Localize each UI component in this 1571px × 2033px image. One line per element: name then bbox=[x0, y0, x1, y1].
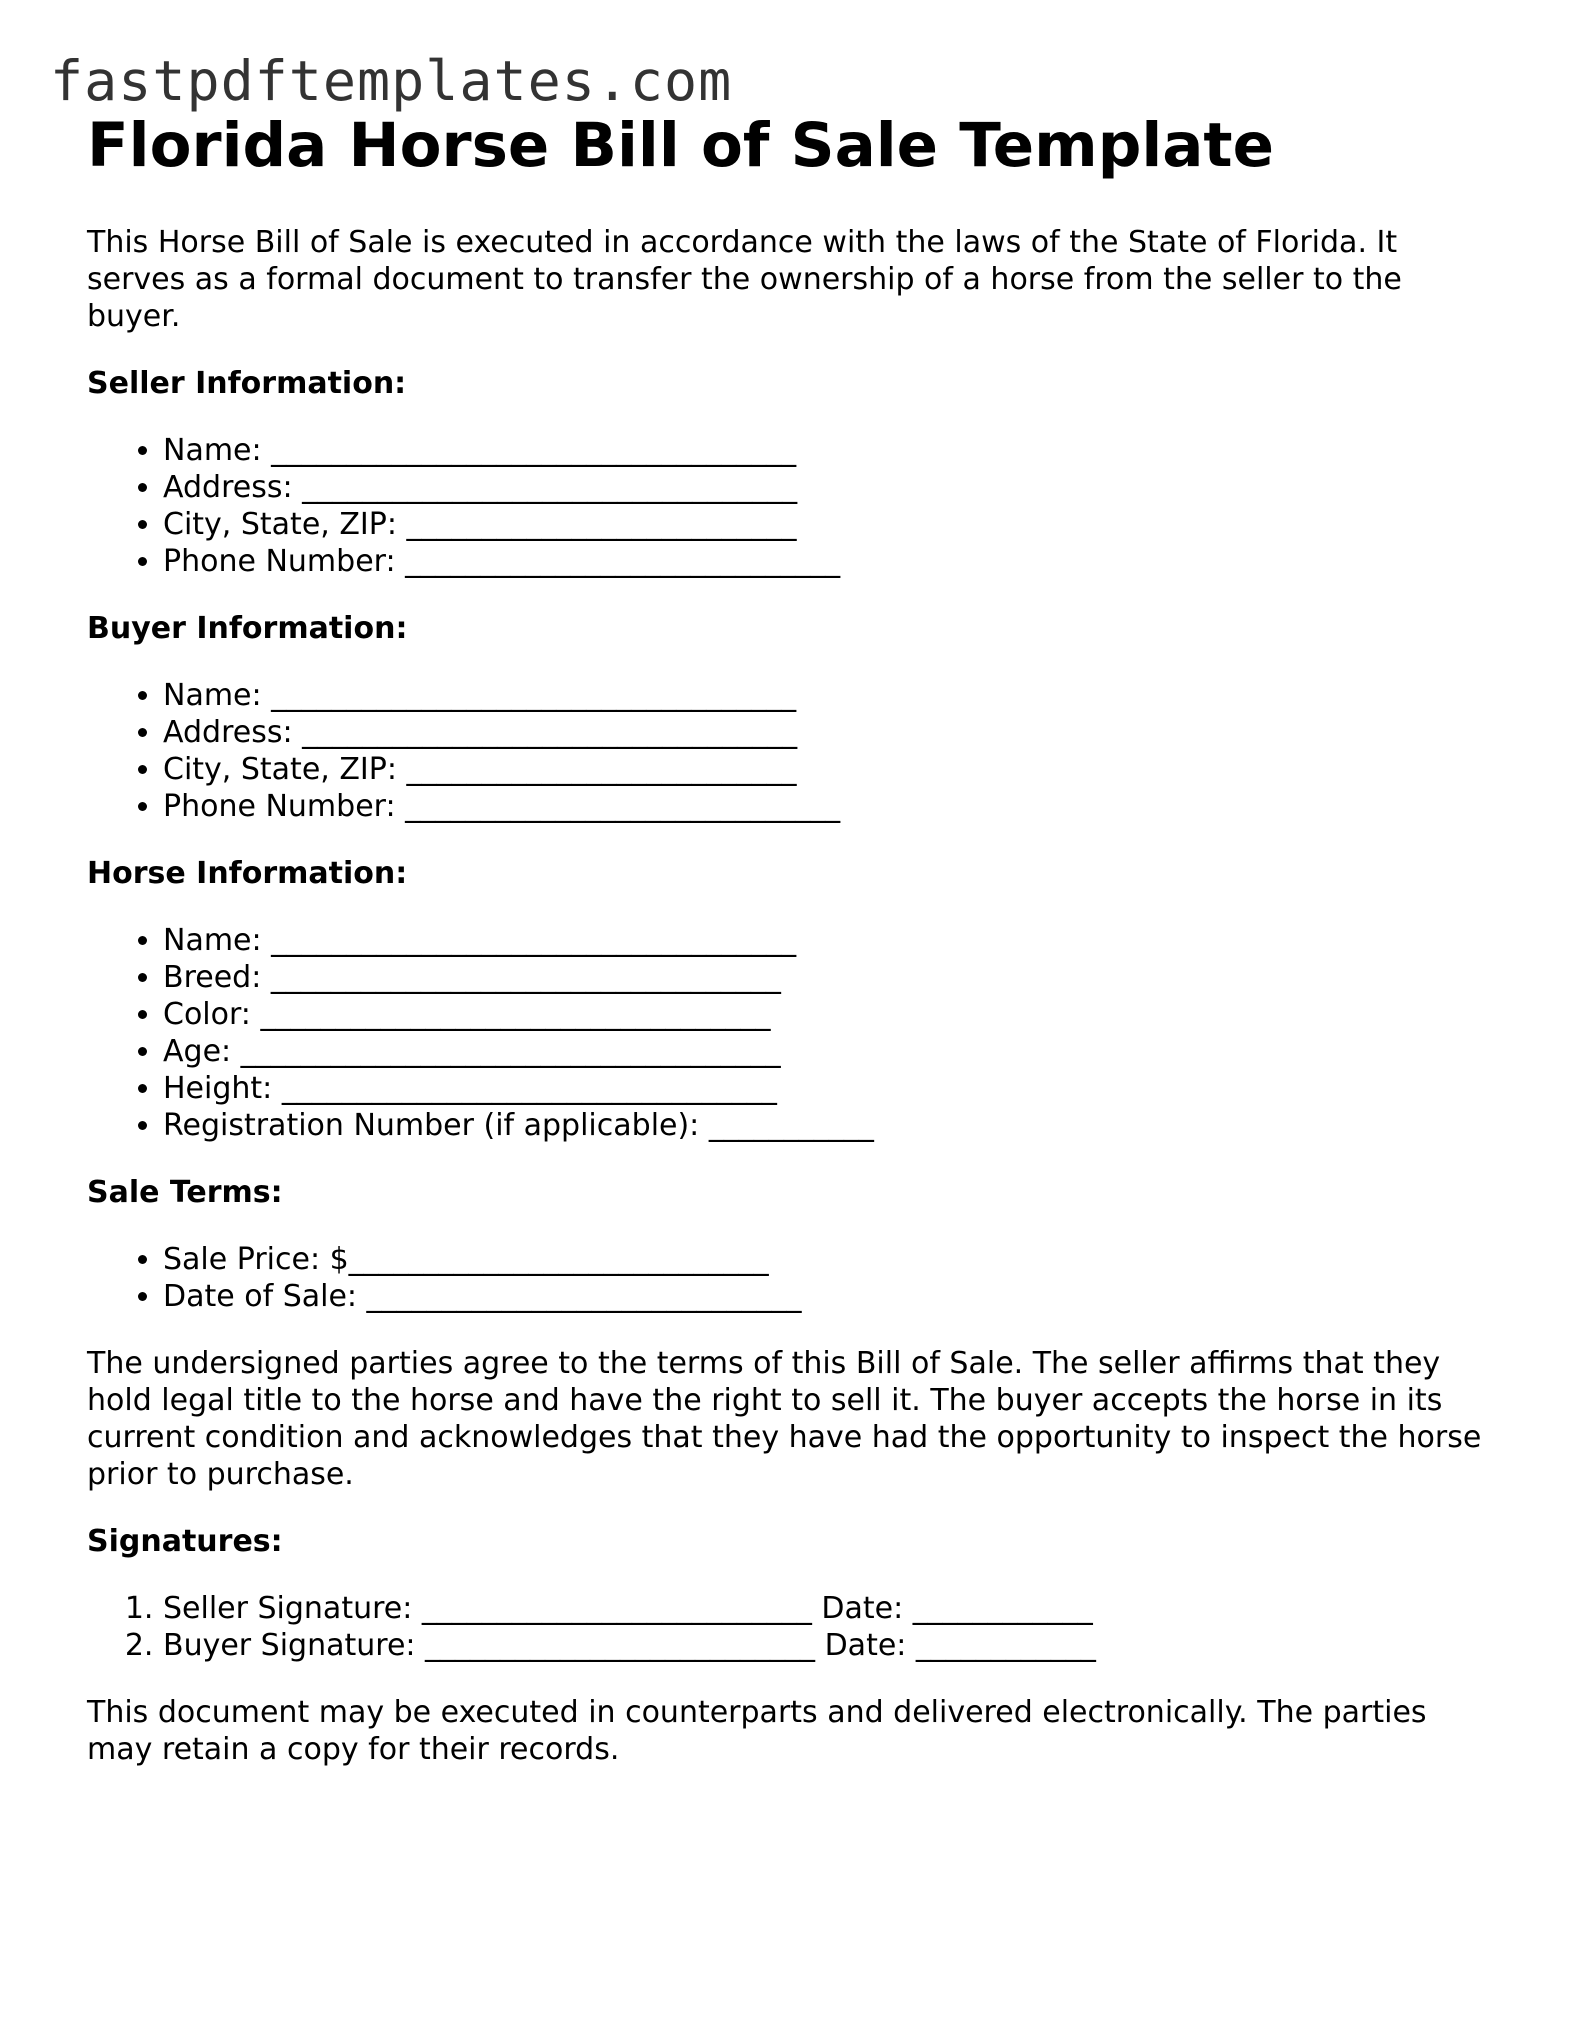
document-title: Florida Horse Bill of Sale Template bbox=[87, 110, 1274, 181]
sale-terms-list bbox=[87, 1241, 1487, 1315]
watermark-text: fastpdftemplates.com bbox=[50, 49, 733, 113]
agreement-paragraph: The undersigned parties agree to the terms of this Bill of Sale. The seller affirms that they hold legal title to the horse and have the right to sell it. The buyer accepts the horse in its current condition and acknowledges that they have had the opportunity to inspect the horse prior to purchase. bbox=[87, 1346, 1482, 1492]
horse-information-heading: Horse Information: bbox=[87, 856, 408, 891]
seller-address-field: • Address: _________________________________ bbox=[163, 469, 1487, 506]
horse-information-list bbox=[87, 922, 1487, 1144]
buyer-name-field: • Name: ___________________________________ bbox=[163, 677, 1487, 714]
horse-age-field: • Age: ____________________________________ bbox=[163, 1033, 1487, 1070]
intro-paragraph: This Horse Bill of Sale is executed in accordance with the laws of the State of Florida. It serves as a formal document to transfer the ownership of a horse from the seller to the buyer. bbox=[87, 225, 1402, 334]
horse-height-field: • Height: _________________________________ bbox=[163, 1070, 1487, 1107]
buyer-phone-field: • Phone Number: _____________________________ bbox=[163, 788, 1487, 825]
seller-phone-field: • Phone Number: _____________________________ bbox=[163, 543, 1487, 580]
closing-paragraph: This document may be executed in counterparts and delivered electronically. The parties may retain a copy for their records. bbox=[87, 1695, 1427, 1767]
horse-registration-field: • Registration Number (if applicable): ___________ bbox=[163, 1107, 1487, 1144]
seller-information-heading: Seller Information: bbox=[87, 366, 407, 401]
horse-color-field: • Color: __________________________________ bbox=[163, 996, 1487, 1033]
buyer-information-list bbox=[87, 677, 1487, 825]
buyer-address-field: • Address: _________________________________ bbox=[163, 714, 1487, 751]
sale-price-field: • Sale Price: $____________________________ bbox=[163, 1241, 1487, 1278]
seller-city-state-zip-field: • City, State, ZIP: __________________________ bbox=[163, 506, 1487, 543]
document-body bbox=[87, 108, 1487, 1768]
buyer-city-state-zip-field: • City, State, ZIP: __________________________ bbox=[163, 751, 1487, 788]
buyer-signature-line: 2. Buyer Signature: __________________________ Date: ____________ bbox=[163, 1627, 1487, 1664]
horse-name-field: • Name: ___________________________________ bbox=[163, 922, 1487, 959]
buyer-information-heading: Buyer Information: bbox=[87, 611, 408, 646]
seller-name-field: • Name: ___________________________________ bbox=[163, 432, 1487, 469]
seller-signature-line: 1. Seller Signature: __________________________ Date: ____________ bbox=[163, 1590, 1487, 1627]
sale-date-field: • Date of Sale: _____________________________ bbox=[163, 1278, 1487, 1315]
signatures-list bbox=[87, 1590, 1487, 1664]
seller-information-list bbox=[87, 432, 1487, 580]
sale-terms-heading: Sale Terms: bbox=[87, 1175, 283, 1210]
horse-breed-field: • Breed: __________________________________ bbox=[163, 959, 1487, 996]
signatures-heading: Signatures: bbox=[87, 1524, 283, 1559]
